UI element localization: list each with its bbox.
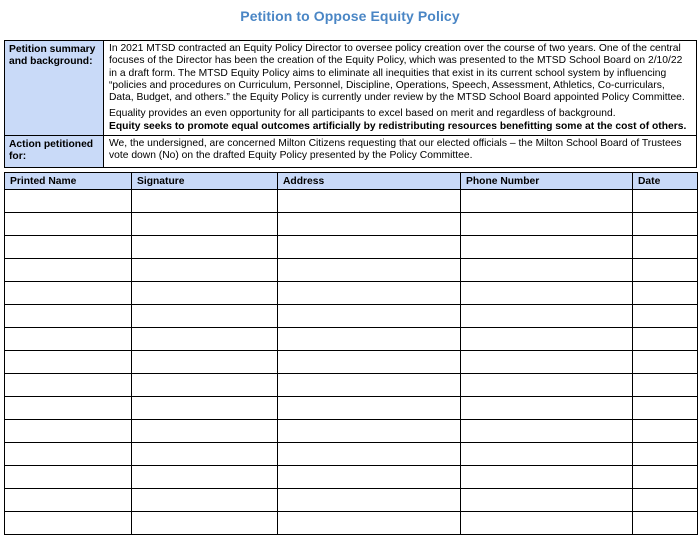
phone-number-cell[interactable] bbox=[461, 489, 633, 512]
column-header-address: Address bbox=[278, 173, 461, 190]
column-header-printed-name: Printed Name bbox=[5, 173, 132, 190]
signature-row bbox=[5, 351, 698, 374]
address-cell[interactable] bbox=[278, 443, 461, 466]
date-cell[interactable] bbox=[633, 213, 698, 236]
printed-name-cell[interactable] bbox=[5, 213, 132, 236]
printed-name-cell[interactable] bbox=[5, 328, 132, 351]
column-header-signature: Signature bbox=[132, 173, 278, 190]
printed-name-cell[interactable] bbox=[5, 420, 132, 443]
phone-number-cell[interactable] bbox=[461, 374, 633, 397]
column-header-phone-number: Phone Number bbox=[461, 173, 633, 190]
date-cell[interactable] bbox=[633, 489, 698, 512]
column-header-date: Date bbox=[633, 173, 698, 190]
printed-name-cell[interactable] bbox=[5, 443, 132, 466]
address-cell[interactable] bbox=[278, 466, 461, 489]
summary-paragraph: In 2021 MTSD contracted an Equity Policy Director to oversee policy creation over the course of two years. One of the central focuses of the Director has been the creation of the Equity Policy, which was presented to the MTSD School Board on 2/10/22 in a draft form. The MTSD Equity Policy aims to eliminate all inequities that exist in its current school system by influencing “policies and procedures on Curriculum, Personnel, Discipline, Operations, Speech, Assessment, Athletics, Co-curriculars, Data, Budget, and others.” the Equity Policy is currently under review by the MTSD School Board appointed Policy Committee. bbox=[109, 43, 685, 104]
petition-info-table bbox=[4, 40, 697, 168]
address-cell[interactable] bbox=[278, 420, 461, 443]
address-cell[interactable] bbox=[278, 305, 461, 328]
signature-row bbox=[5, 397, 698, 420]
signature-cell[interactable] bbox=[132, 213, 278, 236]
summary-row bbox=[5, 41, 697, 136]
printed-name-cell[interactable] bbox=[5, 489, 132, 512]
signature-cell[interactable] bbox=[132, 397, 278, 420]
phone-number-cell[interactable] bbox=[461, 351, 633, 374]
date-cell[interactable] bbox=[633, 190, 698, 213]
phone-number-cell[interactable] bbox=[461, 259, 633, 282]
phone-number-cell[interactable] bbox=[461, 328, 633, 351]
printed-name-cell[interactable] bbox=[5, 236, 132, 259]
signature-row bbox=[5, 420, 698, 443]
phone-number-cell[interactable] bbox=[461, 466, 633, 489]
page-title: Petition to Oppose Equity Policy bbox=[240, 8, 460, 24]
signature-cell[interactable] bbox=[132, 512, 278, 535]
action-label: Action petitioned for: bbox=[5, 136, 104, 168]
date-cell[interactable] bbox=[633, 259, 698, 282]
signature-row bbox=[5, 259, 698, 282]
signature-cell[interactable] bbox=[132, 374, 278, 397]
signature-row bbox=[5, 305, 698, 328]
phone-number-cell[interactable] bbox=[461, 190, 633, 213]
signature-cell[interactable] bbox=[132, 259, 278, 282]
signature-row bbox=[5, 466, 698, 489]
phone-number-cell[interactable] bbox=[461, 420, 633, 443]
action-content: We, the undersigned, are concerned Milton Citizens requesting that our elected officials – the Milton School Board of Trustees vote down (No) on the drafted Equity Policy presented by the Policy Committee. bbox=[104, 136, 697, 168]
signature-cell[interactable] bbox=[132, 489, 278, 512]
printed-name-cell[interactable] bbox=[5, 190, 132, 213]
phone-number-cell[interactable] bbox=[461, 236, 633, 259]
date-cell[interactable] bbox=[633, 374, 698, 397]
signature-row bbox=[5, 512, 698, 535]
address-cell[interactable] bbox=[278, 259, 461, 282]
date-cell[interactable] bbox=[633, 351, 698, 374]
signature-row bbox=[5, 443, 698, 466]
signature-cell[interactable] bbox=[132, 328, 278, 351]
address-cell[interactable] bbox=[278, 397, 461, 420]
phone-number-cell[interactable] bbox=[461, 305, 633, 328]
equality-definition: Equality provides an even opportunity for all participants to excel based on merit and regardless of background. bbox=[109, 108, 616, 120]
printed-name-cell[interactable] bbox=[5, 466, 132, 489]
signature-cell[interactable] bbox=[132, 236, 278, 259]
action-row bbox=[5, 136, 697, 168]
phone-number-cell[interactable] bbox=[461, 282, 633, 305]
printed-name-cell[interactable] bbox=[5, 512, 132, 535]
signature-row bbox=[5, 282, 698, 305]
phone-number-cell[interactable] bbox=[461, 512, 633, 535]
signature-cell[interactable] bbox=[132, 420, 278, 443]
date-cell[interactable] bbox=[633, 328, 698, 351]
signature-cell[interactable] bbox=[132, 190, 278, 213]
address-cell[interactable] bbox=[278, 328, 461, 351]
date-cell[interactable] bbox=[633, 420, 698, 443]
address-cell[interactable] bbox=[278, 351, 461, 374]
address-cell[interactable] bbox=[278, 236, 461, 259]
signature-header-row bbox=[5, 173, 698, 190]
signature-cell[interactable] bbox=[132, 282, 278, 305]
signature-row bbox=[5, 190, 698, 213]
printed-name-cell[interactable] bbox=[5, 259, 132, 282]
signature-row bbox=[5, 489, 698, 512]
signature-row bbox=[5, 236, 698, 259]
printed-name-cell[interactable] bbox=[5, 374, 132, 397]
date-cell[interactable] bbox=[633, 443, 698, 466]
date-cell[interactable] bbox=[633, 236, 698, 259]
date-cell[interactable] bbox=[633, 282, 698, 305]
signature-row bbox=[5, 213, 698, 236]
equity-definition: Equity seeks to promote equal outcomes artificially by redistributing resources benefitting some at the cost of others. bbox=[109, 120, 687, 132]
signature-cell[interactable] bbox=[132, 351, 278, 374]
summary-content bbox=[104, 41, 697, 136]
address-cell[interactable] bbox=[278, 374, 461, 397]
printed-name-cell[interactable] bbox=[5, 305, 132, 328]
signature-row bbox=[5, 374, 698, 397]
address-cell[interactable] bbox=[278, 512, 461, 535]
date-cell[interactable] bbox=[633, 466, 698, 489]
address-cell[interactable] bbox=[278, 489, 461, 512]
date-cell[interactable] bbox=[633, 305, 698, 328]
phone-number-cell[interactable] bbox=[461, 213, 633, 236]
signature-cell[interactable] bbox=[132, 443, 278, 466]
phone-number-cell[interactable] bbox=[461, 397, 633, 420]
printed-name-cell[interactable] bbox=[5, 351, 132, 374]
date-cell[interactable] bbox=[633, 512, 698, 535]
signature-row bbox=[5, 328, 698, 351]
date-cell[interactable] bbox=[633, 397, 698, 420]
phone-number-cell[interactable] bbox=[461, 443, 633, 466]
address-cell[interactable] bbox=[278, 190, 461, 213]
signature-table bbox=[4, 172, 698, 535]
signature-cell[interactable] bbox=[132, 305, 278, 328]
printed-name-cell[interactable] bbox=[5, 397, 132, 420]
signature-cell[interactable] bbox=[132, 466, 278, 489]
address-cell[interactable] bbox=[278, 282, 461, 305]
address-cell[interactable] bbox=[278, 213, 461, 236]
printed-name-cell[interactable] bbox=[5, 282, 132, 305]
summary-label: Petition summary and background: bbox=[5, 41, 104, 136]
